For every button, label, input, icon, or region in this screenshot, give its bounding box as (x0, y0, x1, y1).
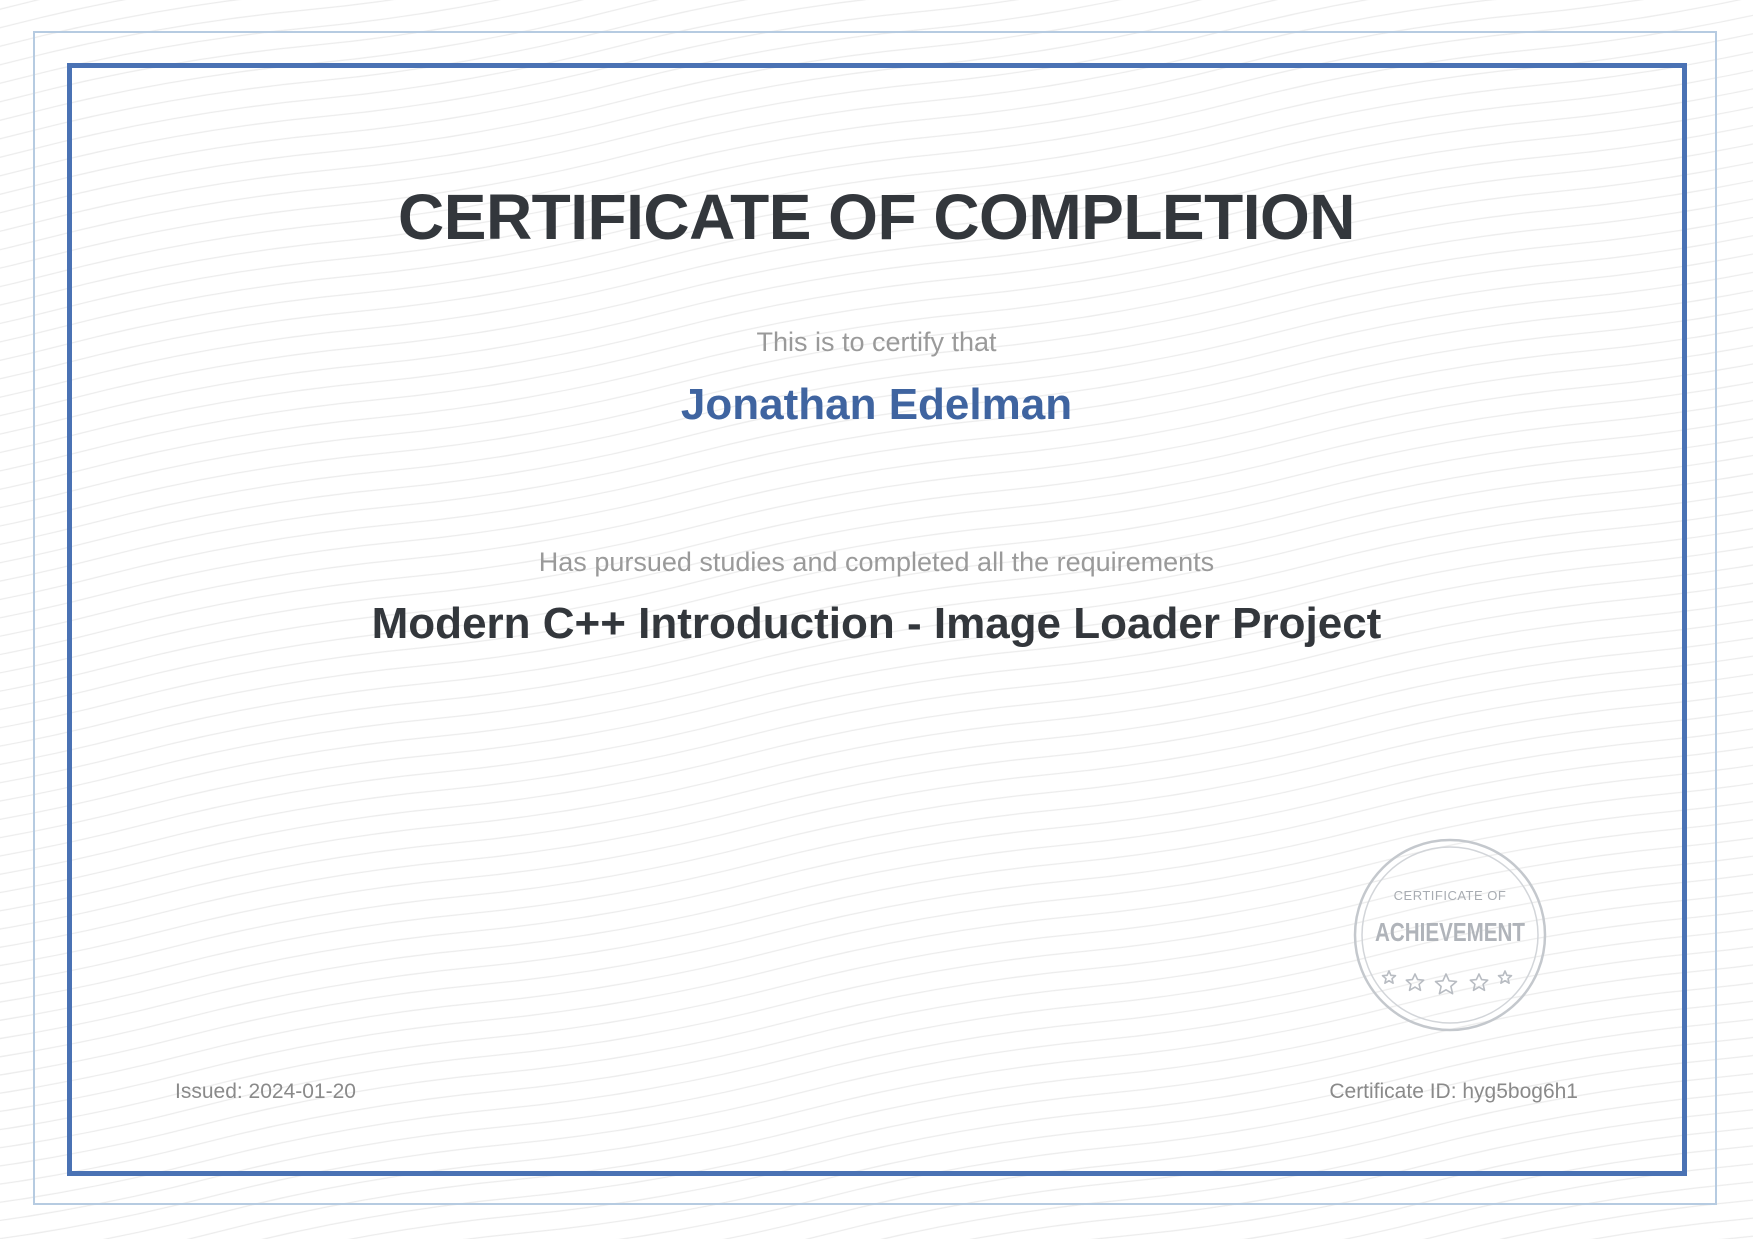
star-icon (1436, 974, 1457, 994)
seal-top-text: CERTIFICATE OF (1393, 888, 1507, 903)
star-icon (1499, 971, 1512, 983)
star-icon (1406, 974, 1423, 990)
certificate-id: Certificate ID: hyg5bog6h1 (1329, 1080, 1578, 1103)
certificate-title: CERTIFICATE OF COMPLETION (398, 181, 1355, 253)
achievement-seal (1352, 837, 1548, 1033)
star-icon (1470, 974, 1487, 990)
requirements-text: Has pursued studies and completed all the requirements (538, 547, 1215, 577)
course-title: Modern C++ Introduction - Image Loader Project (371, 599, 1382, 648)
issued-date: Issued: 2024-01-20 (175, 1080, 356, 1103)
seal-main-text: ACHIEVEMENT (1375, 917, 1526, 947)
certify-intro-text: This is to certify that (756, 327, 997, 357)
star-icon (1383, 971, 1396, 983)
recipient-name: Jonathan Edelman (680, 380, 1073, 429)
